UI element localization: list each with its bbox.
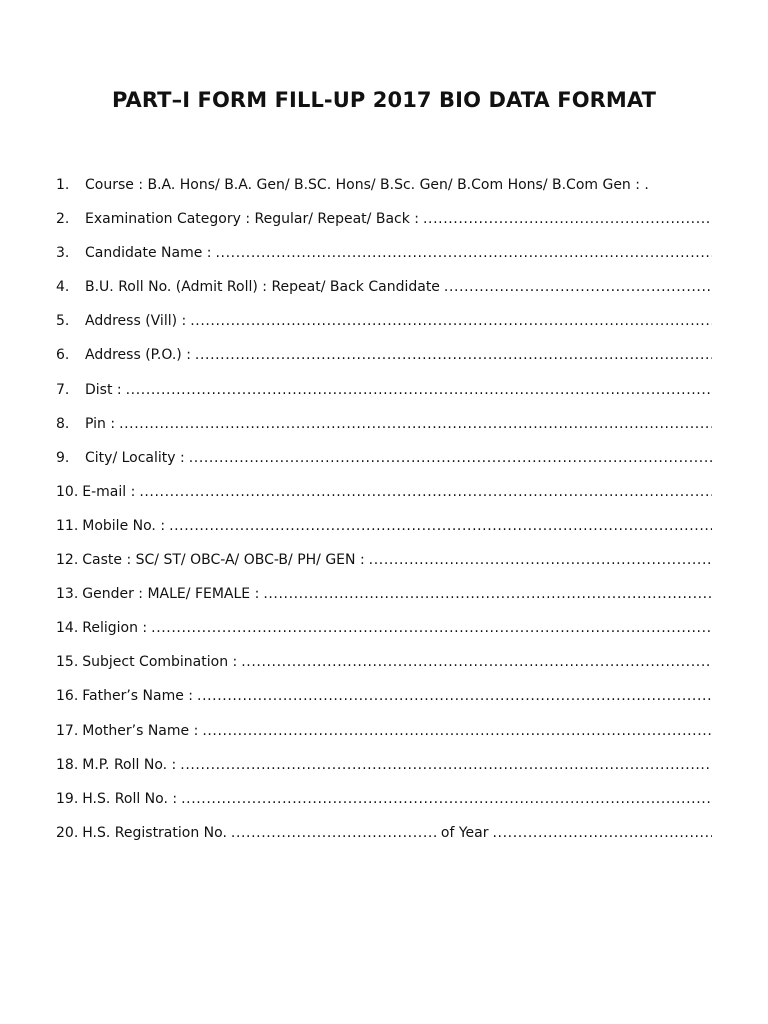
fill-in-dotted-line xyxy=(419,209,712,229)
list-item-candidate-name xyxy=(56,243,712,277)
fill-in-dotted-line xyxy=(115,414,712,434)
list-item-city-locality xyxy=(56,448,712,482)
fill-in-dotted-line xyxy=(176,755,712,775)
list-item-mobile-no xyxy=(56,516,712,550)
list-item-hs-roll-no xyxy=(56,789,712,823)
item-label: Candidate Name : xyxy=(85,245,212,262)
item-label: Address (Vill) : xyxy=(85,313,187,330)
item-number: 12. xyxy=(56,552,79,569)
item-label: Dist : xyxy=(85,381,122,398)
item-label: Religion : xyxy=(82,620,148,637)
item-number: 6. xyxy=(56,347,70,364)
item-label: Pin : xyxy=(85,415,116,432)
item-label: Address (P.O.) : xyxy=(85,347,191,364)
item-number: 5. xyxy=(56,313,70,330)
fill-in-dotted-line xyxy=(135,482,712,502)
item-number: 3. xyxy=(56,245,70,262)
item-number: 11. xyxy=(56,517,79,534)
item-label: Gender : MALE/ FEMALE : xyxy=(82,586,260,603)
item-label: Examination Category : Regular/ Repeat/ Back : xyxy=(85,211,419,228)
list-item-gender xyxy=(56,584,712,618)
list-item-pin xyxy=(56,414,712,448)
form-title: PART–I FORM FILL-UP 2017 BIO DATA FORMAT xyxy=(111,88,657,112)
list-item-hs-registration-no xyxy=(56,823,712,857)
item-number: 2. xyxy=(56,211,70,228)
item-number: 17. xyxy=(56,722,79,739)
item-label: Subject Combination : xyxy=(82,654,238,671)
fill-in-dotted-line xyxy=(191,345,712,365)
item-label: B.U. Roll No. (Admit Roll) : Repeat/ Back Candidate xyxy=(85,279,440,296)
list-item-subject-combination xyxy=(56,652,712,686)
item-number: 4. xyxy=(56,279,70,296)
item-label: H.S. Roll No. : xyxy=(82,790,178,807)
list-item-examination-category xyxy=(56,209,712,243)
fill-in-dotted-line xyxy=(237,652,712,672)
item-label: Mobile No. : xyxy=(82,517,166,534)
list-item-address-po xyxy=(56,345,712,379)
list-item-bu-roll-no xyxy=(56,277,712,311)
item-number: 13. xyxy=(56,586,79,603)
fill-in-dotted-line xyxy=(227,823,437,843)
item-sublabel-year: of Year xyxy=(440,824,489,841)
item-number: 16. xyxy=(56,688,79,705)
list-item-religion xyxy=(56,618,712,652)
list-item-caste xyxy=(56,550,712,584)
item-number: 1. xyxy=(56,177,70,193)
item-label: Mother’s Name : xyxy=(82,722,199,739)
item-label: Father’s Name : xyxy=(82,688,194,705)
fill-in-dotted-line xyxy=(193,686,712,706)
item-label: H.S. Registration No. xyxy=(82,824,227,841)
list-item-dist xyxy=(56,380,712,414)
item-label: M.P. Roll No. : xyxy=(82,756,177,773)
list-item-address-vill xyxy=(56,311,712,345)
fill-in-dotted-line xyxy=(440,277,712,297)
item-label: City/ Locality : xyxy=(85,449,185,466)
item-number: 14. xyxy=(56,620,79,637)
fill-in-dotted-line xyxy=(147,618,712,638)
item-number: 15. xyxy=(56,654,79,671)
list-item-fathers-name xyxy=(56,686,712,720)
list-item-mp-roll-no xyxy=(56,755,712,789)
fill-in-dotted-line xyxy=(165,516,712,536)
fill-in-dotted-line xyxy=(365,550,712,570)
list-item-mothers-name xyxy=(56,721,712,755)
item-number: 7. xyxy=(56,381,70,398)
fill-in-dotted-line xyxy=(186,311,712,331)
item-label: Course : B.A. Hons/ B.A. Gen/ B.SC. Hons/ B.Sc. Gen/ B.Com Hons/ B.Com Gen : . xyxy=(85,177,649,193)
item-number: 10. xyxy=(56,483,79,500)
bio-data-list xyxy=(56,175,712,857)
list-item-course xyxy=(56,175,712,209)
item-number: 20. xyxy=(56,824,79,841)
fill-in-dotted-line xyxy=(198,721,712,741)
fill-in-dotted-line xyxy=(489,823,713,843)
fill-in-dotted-line xyxy=(259,584,712,604)
fill-in-dotted-line xyxy=(212,243,713,263)
fill-in-dotted-line xyxy=(177,789,712,809)
item-number: 19. xyxy=(56,790,79,807)
item-number: 9. xyxy=(56,449,70,466)
fill-in-dotted-line xyxy=(122,380,712,400)
list-item-email xyxy=(56,482,712,516)
item-label: Caste : SC/ ST/ OBC-A/ OBC-B/ PH/ GEN : xyxy=(82,552,365,569)
item-number: 8. xyxy=(56,415,70,432)
item-label: E-mail : xyxy=(82,483,136,500)
item-number: 18. xyxy=(56,756,79,773)
fill-in-dotted-line xyxy=(185,448,712,468)
